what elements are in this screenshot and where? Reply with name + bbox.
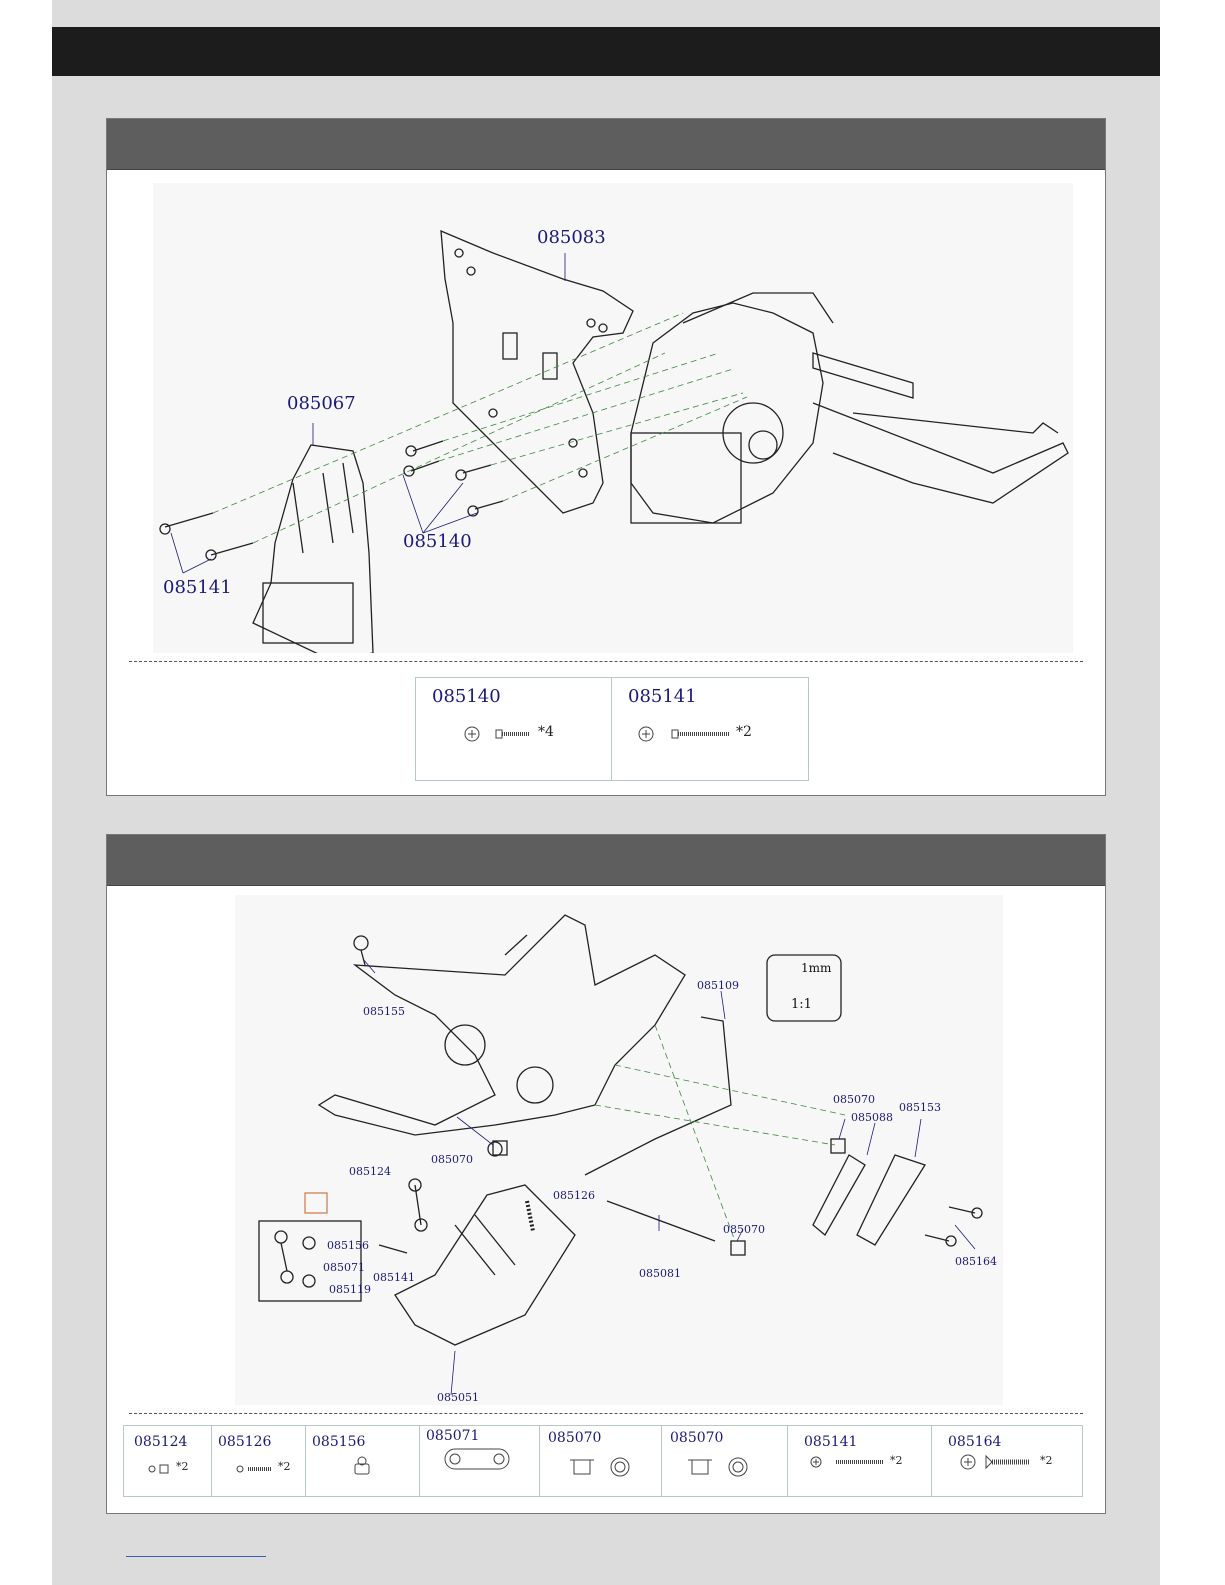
- screw-085140-d: [475, 501, 503, 509]
- label-085081: 085081: [639, 1267, 681, 1280]
- part-code: 085070: [670, 1430, 724, 1446]
- step-2-exploded-diagram: [235, 895, 1003, 1405]
- label-085088: 085088: [851, 1111, 893, 1124]
- step-2-header: [107, 835, 1105, 886]
- step-1-divider: [129, 661, 1083, 662]
- label-085070-b: 085070: [431, 1153, 473, 1166]
- part-qty: *2: [176, 1460, 189, 1473]
- lower-arm-085051: [395, 1185, 575, 1345]
- part-qty: *2: [1040, 1454, 1053, 1467]
- screw-icon: [638, 722, 738, 746]
- spring-screw-icon: [236, 1462, 280, 1476]
- label-085156: 085156: [327, 1239, 369, 1252]
- bushing-icon: [688, 1454, 758, 1478]
- label-085109: 085109: [697, 979, 739, 992]
- scale-dimension: 1mm: [801, 961, 832, 975]
- label-085155: 085155: [363, 1005, 405, 1018]
- rear-hub-085153: [857, 1155, 925, 1245]
- label-085164: 085164: [955, 1255, 997, 1268]
- parts-cell-085140: [416, 678, 612, 780]
- step-2-divider: [129, 1413, 1083, 1414]
- part-qty: *2: [278, 1460, 291, 1473]
- parts-cell-085071: [420, 1426, 540, 1496]
- hinge-pin-085081: [607, 1201, 715, 1241]
- label-085119: 085119: [329, 1283, 371, 1296]
- part-code: 085124: [134, 1434, 188, 1450]
- screw-085140-b: [411, 461, 439, 471]
- part-code: 085070: [548, 1430, 602, 1446]
- screw-085164-a: [949, 1207, 975, 1213]
- step-1-diagram-drawing: [153, 183, 1073, 653]
- screw-085140-c: [463, 465, 491, 473]
- parts-cell-085156: [306, 1426, 420, 1496]
- wing-mount-085088: [813, 1155, 865, 1235]
- scale-ratio: 1:1: [791, 997, 812, 1012]
- part-code: 085126: [218, 1434, 272, 1450]
- label-085071: 085071: [323, 1261, 365, 1274]
- parts-cell-085070-b: [662, 1426, 788, 1496]
- step-1-parts-list: [415, 677, 809, 781]
- step-2-diagram-drawing: [235, 895, 1003, 1405]
- label-085153: 085153: [899, 1101, 941, 1114]
- part-code: 085071: [426, 1428, 480, 1444]
- label-085141: 085141: [373, 1271, 415, 1284]
- screw-085141-s2: [379, 1245, 407, 1253]
- screw-085141-a: [165, 513, 213, 527]
- turnbuckle-icon: [444, 1448, 510, 1470]
- gearbox-housing: [631, 303, 823, 523]
- part-code: 085141: [804, 1434, 858, 1450]
- step-1-exploded-diagram: [153, 183, 1073, 653]
- sway-bar-085109: [585, 1017, 731, 1175]
- parts-cell-085070-a: [540, 1426, 662, 1496]
- ball-end-icon: [350, 1454, 374, 1478]
- screw-085164-b: [925, 1235, 949, 1241]
- label-085070-a: 085070: [833, 1093, 875, 1106]
- page-header-bar: [52, 27, 1160, 76]
- part-code: 085156: [312, 1434, 366, 1450]
- label-085126: 085126: [553, 1189, 595, 1202]
- label-085124: 085124: [349, 1165, 391, 1178]
- parts-cell-085141: [612, 678, 808, 780]
- shock-spring-085126: [527, 1201, 533, 1231]
- part-qty: *4: [538, 724, 554, 740]
- part-qty: *2: [736, 724, 752, 740]
- bushing-icon: [570, 1454, 640, 1478]
- screw-icon: [960, 1452, 1040, 1472]
- label-085067: 085067: [287, 393, 356, 414]
- part-qty: *2: [890, 1454, 903, 1467]
- part-code: 085140: [432, 686, 501, 707]
- parts-cell-085141: [788, 1426, 932, 1496]
- screw-085141-b: [211, 543, 253, 555]
- label-085140: 085140: [403, 531, 472, 552]
- assembly-step-1: [106, 118, 1106, 796]
- parts-cell-085126: [212, 1426, 306, 1496]
- part-code: 085141: [628, 686, 697, 707]
- label-085083: 085083: [537, 227, 606, 248]
- label-085070-c: 085070: [723, 1223, 765, 1236]
- screw-icon: [810, 1454, 890, 1470]
- step-2-parts-list: [123, 1425, 1083, 1497]
- rear-chassis: [319, 915, 685, 1135]
- gear-cover-085067: [253, 445, 373, 653]
- chassis-rail: [813, 403, 1068, 503]
- label-085051: 085051: [437, 1391, 479, 1404]
- label-085141: 085141: [163, 577, 232, 598]
- step-1-header: [107, 119, 1105, 170]
- footer-link-underline[interactable]: [126, 1556, 266, 1557]
- part-code: 085164: [948, 1434, 1002, 1450]
- set-screw-icon: [148, 1462, 178, 1476]
- assembly-step-2: [106, 834, 1106, 1514]
- parts-cell-085164: [932, 1426, 1082, 1496]
- screw-085140-a: [413, 441, 443, 451]
- parts-cell-085124: [124, 1426, 212, 1496]
